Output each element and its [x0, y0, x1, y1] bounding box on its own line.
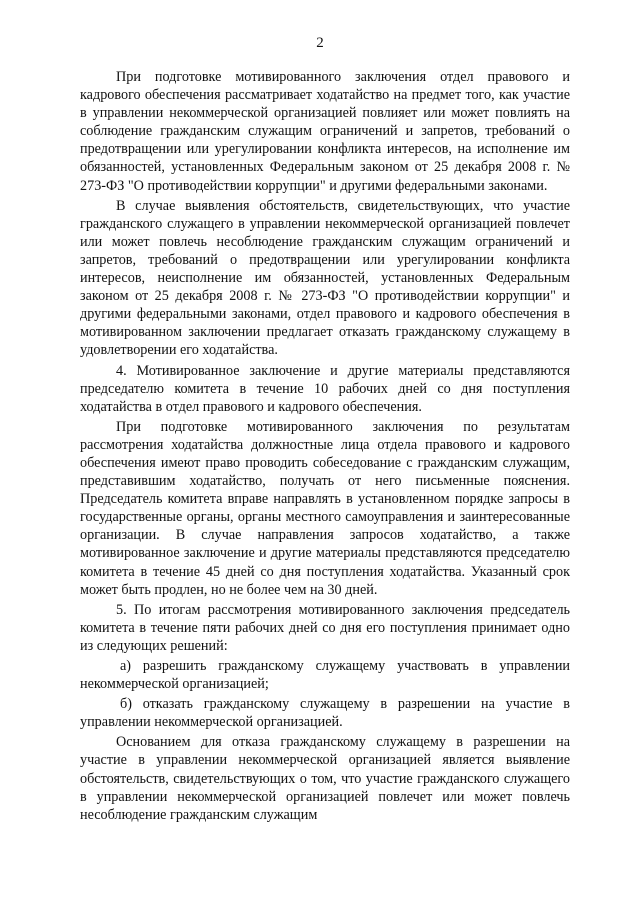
paragraph-motivated-conclusion-review: При подготовке мотивированного заключения отдел правового и кадрового обеспечения рассматривает ходатайство на предмет того, как участие в управлении некоммерческой организацией повлияет или может повлиять на соблюдение гражданским служащим ограничений и запретов, требований о предотвращении или урегулировании конфликта интересов, на исполнение им обязанностей, установленных Федеральным законом от 25 декабря 2008 г. № 273-ФЗ "О противодействии коррупции" и другими федеральными законами.: [80, 69, 570, 194]
decision-option-b: б) отказать гражданскому служащему в разрешении на участие в управлении некоммерческой организацией.: [80, 696, 570, 731]
paragraph-circumstances-refusal-proposal: В случае выявления обстоятельств, свидетельствующих, что участие гражданского служащего в управлении некоммерческой организацией повлечет или может повлечь несоблюдение гражданским служащим ограничений и запретов, требований о предотвращении или урегулировании конфликта интересов, неисполнение им обязанностей, установленных Федеральным законом от 25 декабря 2008 г. № 273-ФЗ "О противодействии коррупции" и другими федеральными законами, отдел правового и кадрового обеспечения в мотивированном заключении предлагает отказать гражданскому служащему в удовлетворении его ходатайства.: [80, 197, 570, 359]
paragraph-item-5-decisions: 5. По итогам рассмотрения мотивированного заключения председатель комитета в течение пяти рабочих дней со дня его поступления принимает одно из следующих решений:: [80, 601, 570, 654]
paragraph-interviews-and-requests: При подготовке мотивированного заключения по результатам рассмотрения ходатайства должностные лица отдела правового и кадрового обеспечения имеют право проводить собеседование с гражданским служащим, представившим ходатайство, получать от него письменные пояснения. Председатель комитета вправе направлять в установленном порядке запросы в государственные органы, органы местного самоуправления и заинтересованные организации. В случае направления запросов ходатайство, а также мотивированное заключение и другие материалы представляются председателю комитета в течение 45 дней со дня поступления ходатайства. Указанный срок может быть продлен, но не более чем на 30 дней.: [80, 418, 570, 598]
decision-option-a: а) разрешить гражданскому служащему участвовать в управлении некоммерческой организацией;: [80, 658, 570, 693]
paragraph-grounds-for-refusal: Основанием для отказа гражданскому служащему в разрешении на участие в управлении некоммерческой организацией является выявление обстоятельств, свидетельствующих о том, что участие гражданского служащего в управлении некоммерческой организацией повлечет или может повлечь несоблюдение гражданским служащим: [80, 734, 570, 823]
page-number: 2: [316, 35, 324, 51]
document-body: [80, 68, 570, 826]
paragraph-item-4-submission: 4. Мотивированное заключение и другие материалы представляются председателю комитета в течение 10 рабочих дней со дня поступления ходатайства в отдел правового и кадрового обеспечения.: [80, 362, 570, 415]
